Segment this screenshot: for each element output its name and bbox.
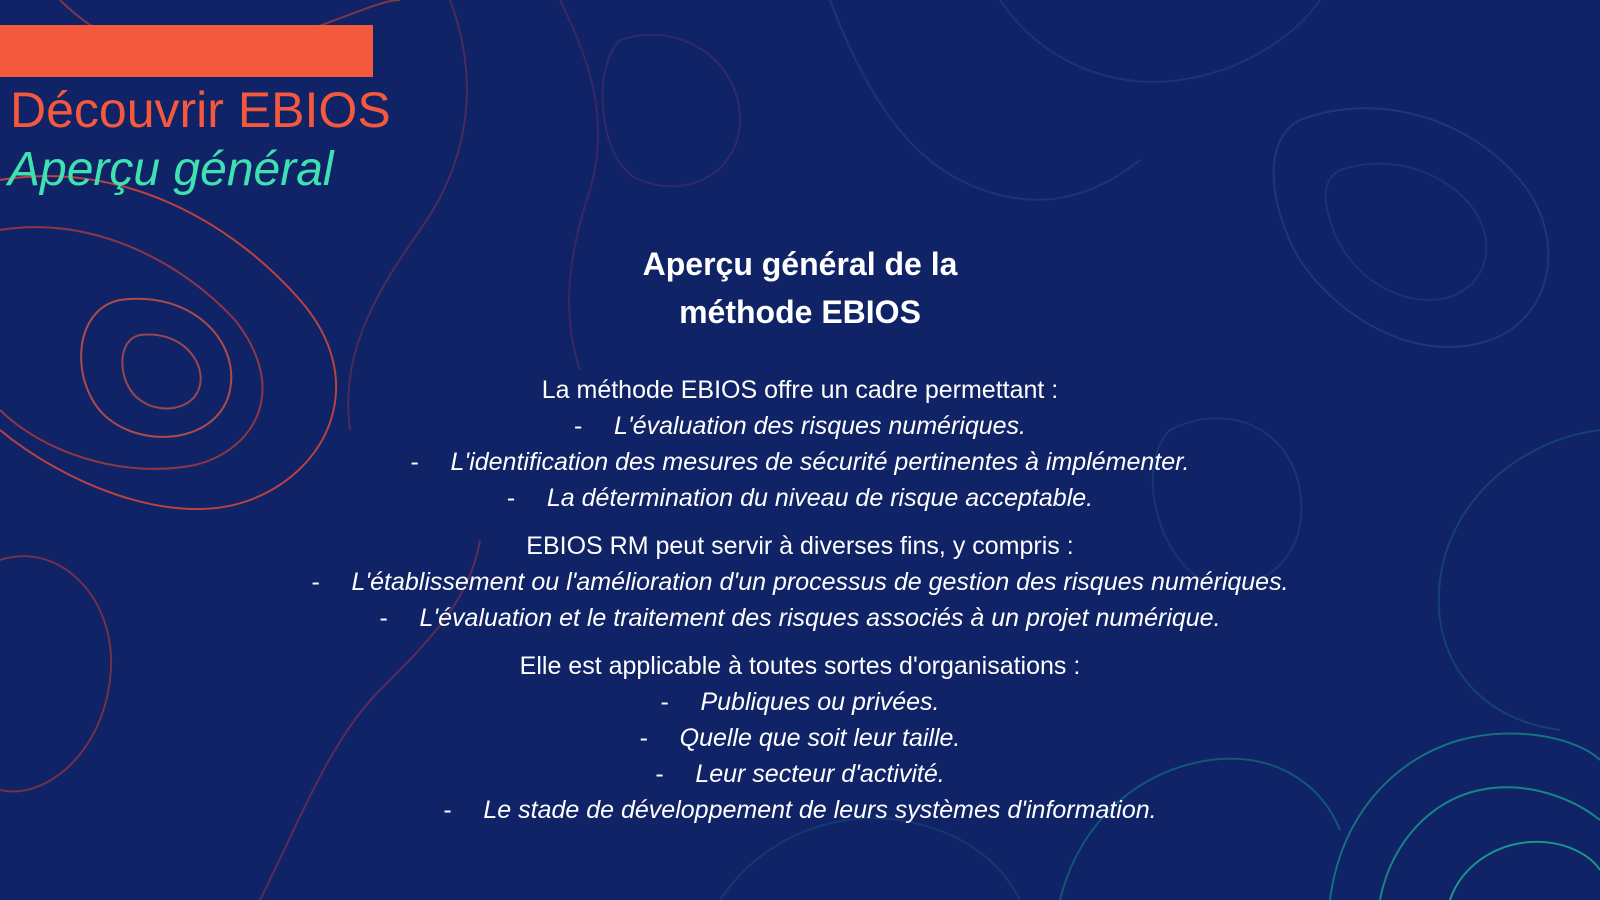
bullet-dash: - (574, 412, 583, 440)
list-item-text: Publiques ou privées. (700, 688, 940, 716)
list-item (0, 564, 1600, 600)
bullet-dash: - (379, 604, 388, 632)
slide-title: Découvrir EBIOS (10, 82, 391, 138)
list-item (0, 792, 1600, 828)
content-heading-line-2: méthode EBIOS (679, 294, 921, 330)
list-item-text: Le stade de développement de leurs systèmes d'information. (483, 796, 1157, 824)
list-item (0, 756, 1600, 792)
list-item-text: L'évaluation et le traitement des risques associés à un projet numérique. (419, 604, 1221, 632)
bullet-dash: - (443, 796, 452, 824)
list-item (0, 600, 1600, 636)
list-item-text: L'évaluation des risques numériques. (614, 412, 1026, 440)
content-heading-line-1: Aperçu général de la (642, 246, 958, 282)
list-item-text: L'établissement ou l'amélioration d'un processus de gestion des risques numériques. (351, 568, 1289, 596)
section-intro: La méthode EBIOS offre un cadre permettant : (541, 376, 1059, 404)
section-organizations (0, 648, 1600, 828)
list-item (0, 408, 1600, 444)
bullet-dash: - (410, 448, 419, 476)
list-item (0, 684, 1600, 720)
section-intro: Elle est applicable à toutes sortes d'organisations : (519, 652, 1081, 680)
list-item-text: La détermination du niveau de risque acceptable. (546, 484, 1094, 512)
bullet-dash: - (506, 484, 516, 512)
content-heading (0, 240, 1600, 336)
bullet-dash: - (639, 724, 648, 752)
bullet-dash: - (311, 568, 320, 596)
section-framework (0, 372, 1600, 516)
title-accent-bar (0, 25, 373, 77)
list-item-text: Quelle que soit leur taille. (679, 724, 961, 752)
list-item (0, 444, 1600, 480)
section-intro: EBIOS RM peut servir à diverses fins, y compris : (526, 532, 1074, 560)
bullet-dash: - (660, 688, 669, 716)
bullet-dash: - (655, 760, 664, 788)
slide-content (0, 240, 1600, 840)
list-item-text: L'identification des mesures de sécurité pertinentes à implémenter. (450, 448, 1190, 476)
list-item-text: Leur secteur d'activité. (695, 760, 945, 788)
list-item (0, 480, 1600, 516)
slide-subtitle: Aperçu général (8, 143, 334, 196)
section-purposes (0, 528, 1600, 636)
list-item (0, 720, 1600, 756)
